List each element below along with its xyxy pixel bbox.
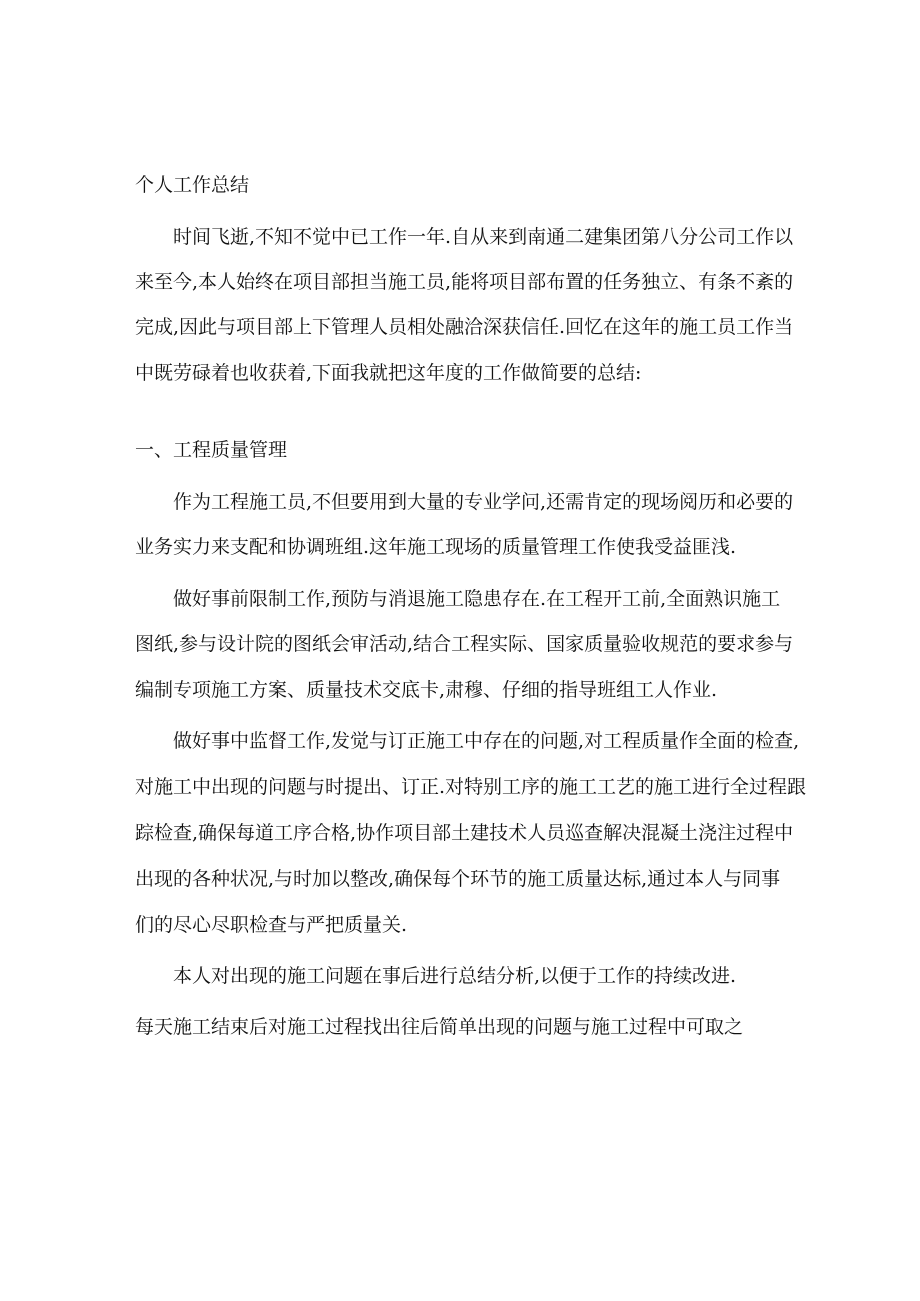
paragraph-line: 编制专项施工方案、质量技术交底卡,肃穆、仔细的指导班组工人作业.	[135, 679, 718, 701]
paragraph-line: 业务实力来支配和协调班组.这年施工现场的质量管理工作使我受益匪浅.	[135, 536, 737, 558]
section-heading: 一、工程质量管理	[135, 439, 288, 461]
paragraph-line: 来至今,本人始终在项目部担当施工员,能将项目部布置的任务独立、有条不紊的	[135, 271, 794, 293]
paragraph-line: 们的尽心尽职检查与严把质量关.	[135, 914, 408, 936]
paragraph-line: 时间飞逝,不知不觉中已工作一年.自从来到南通二建集团第八分公司工作以	[173, 226, 794, 248]
paragraph-line: 中既劳碌着也收获着,下面我就把这年度的工作做简要的总结:	[135, 362, 642, 384]
paragraph-line: 对施工中出现的问题与时提出、订正.对特别工序的施工工艺的施工进行全过程跟	[135, 776, 807, 798]
paragraph-line: 做好事中监督工作,发觉与订正施工中存在的问题,对工程质量作全面的检查,	[173, 730, 800, 752]
paragraph-line: 图纸,参与设计院的图纸会审活动,结合工程实际、国家质量验收规范的要求参与	[135, 633, 794, 655]
paragraph-line: 做好事前限制工作,预防与消退施工隐患存在.在工程开工前,全面熟识施工	[173, 588, 781, 610]
paragraph-line: 每天施工结束后对施工过程找出往后简单出现的问题与施工过程中可取之	[135, 1016, 744, 1038]
paragraph-line: 踪检查,确保每道工序合格,协作项目部土建技术人员巡查解决混凝土浇注过程中	[135, 822, 794, 844]
document-title: 个人工作总结	[135, 174, 250, 196]
paragraph-line: 出现的各种状况,与时加以整改,确保每个环节的施工质量达标,通过本人与同事	[135, 868, 781, 890]
paragraph-line: 作为工程施工员,不但要用到大量的专业学问,还需肯定的现场阅历和必要的	[173, 491, 794, 513]
paragraph-line: 完成,因此与项目部上下管理人员相处融洽深获信任.回忆在这年的施工员工作当	[135, 316, 794, 338]
paragraph-line: 本人对出现的施工问题在事后进行总结分析,以便于工作的持续改进.	[173, 965, 737, 987]
